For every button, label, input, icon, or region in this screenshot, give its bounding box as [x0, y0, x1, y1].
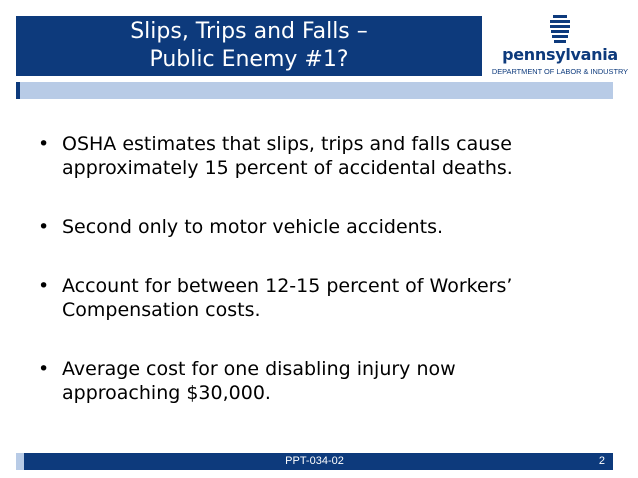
bullet-list: [38, 132, 608, 405]
keystone-icon: [544, 14, 576, 46]
logo-name: pennsylvania: [502, 45, 618, 64]
bullet-text-line: Average cost for one disabling injury now: [62, 358, 456, 380]
logo-department: DEPARTMENT OF LABOR & INDUSTRY: [491, 67, 629, 76]
bullet-text-line: approximately 15 percent of accidental deaths.: [62, 157, 513, 179]
bullet-text-line: Second only to motor vehicle accidents.: [62, 216, 444, 238]
bullet-item: [38, 132, 608, 180]
footer-code: PPT-034-02: [285, 455, 344, 467]
bullet-text-line: approaching $30,000.: [62, 382, 271, 404]
page-number: 2: [598, 455, 605, 467]
bullet-text-line: OSHA estimates that slips, trips and falls cause: [62, 133, 512, 155]
bullet-dot: •: [38, 133, 50, 155]
bullet-dot: •: [38, 216, 50, 238]
slide-title-line-1: Slips, Trips and Falls –: [130, 19, 368, 44]
bullet-dot: •: [38, 275, 50, 297]
bullet-text-line: Compensation costs.: [62, 299, 261, 321]
bullet-item: [38, 215, 608, 239]
title-underline-bar: [16, 82, 613, 99]
title-underline-accent: [16, 82, 20, 99]
bullet-item: [38, 357, 608, 405]
title-bar: [16, 16, 482, 76]
bullet-text-line: Account for between 12-15 percent of Workers’: [62, 275, 513, 297]
bullet-dot: •: [38, 358, 50, 380]
bullet-item: [38, 274, 608, 322]
pennsylvania-logo: [486, 14, 634, 80]
slide-title-line-2: Public Enemy #1?: [149, 47, 349, 72]
footer-bar: [16, 453, 613, 470]
